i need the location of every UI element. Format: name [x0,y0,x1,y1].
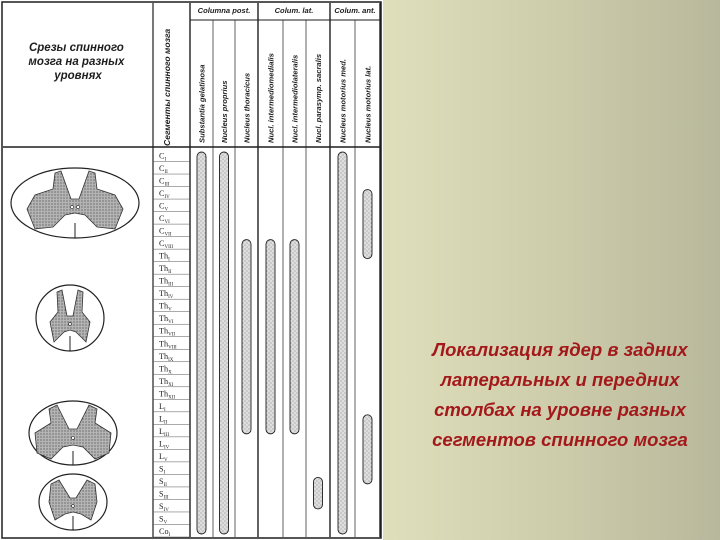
segment-subscript: XI [168,382,174,388]
segment-subscript: V [163,520,168,526]
segment-base: L [159,451,165,461]
nucleus-bar [314,477,323,509]
segment-subscript: XII [168,395,176,401]
segment-subscript: I [168,257,170,263]
nucleus-bar [363,190,372,259]
segment-base: C [159,201,165,211]
segment-subscript: IV [168,295,174,301]
segment-subscript: IV [164,445,170,451]
segment-base: Th [159,264,169,274]
segment-subscript: V [168,307,172,313]
nucleus-bar [220,152,229,534]
segment-subscript: I [163,470,166,476]
segment-subscript: VII [164,232,172,238]
central-canal [76,205,79,208]
title-line: Срезы спинного [28,42,124,54]
cross-section-cervical [11,168,139,238]
segment-subscript: IV [164,195,170,201]
segment-base: Th [159,351,169,361]
caption-line: латеральных и передних [440,369,680,390]
segment-subscript: I [164,407,166,413]
segment-subscript: I [168,533,171,538]
nucleus-bar [338,152,347,534]
segment-base: Th [159,301,169,311]
cross-section-thoracic [36,285,104,351]
column-label: Nucleus motorius med. [338,59,348,143]
central-canal [72,505,75,508]
column-label: Nucl. intermediomedialis [266,53,276,143]
column-group-labels [198,6,376,15]
segment-subscript: VI [164,220,170,226]
segment-base: Th [159,314,169,324]
nucleus-bar [363,415,372,484]
segment-base: C [159,176,165,186]
nucleus-bar [242,240,251,434]
segment-base: Th [159,326,169,336]
segment-base: S [159,514,164,524]
nucleus-bar [197,152,206,534]
segment-subscript: II [168,270,172,276]
segment-subscript: V [164,207,169,213]
nucleus-bar [266,240,275,434]
segment-subscript: III [164,182,170,188]
segment-base: Th [159,389,169,399]
segment-subscript: VIII [168,345,177,351]
segment-base: S [159,476,164,486]
column-label: Substantia gelatinosa [197,64,207,143]
cross-section-lumbar [29,401,117,465]
segment-subscript: X [168,370,172,376]
segment-subscript: V [164,457,168,463]
segment-base: C [159,239,165,249]
segment-base: S [159,489,164,499]
segment-base: Th [159,364,169,374]
segments-header: Сегменты спинного мозга [162,28,172,146]
caption-line: Локализация ядер в задних [432,339,688,360]
segment-base: Th [159,339,169,349]
segment-base: Th [159,251,169,261]
segment-subscript: VII [168,332,176,338]
segment-base: Co [159,527,169,536]
segment-subscript: IV [163,507,169,513]
central-canal [70,205,73,208]
segment-base: L [159,401,165,411]
caption [400,335,720,455]
column-label: Nucleus proprius [220,80,229,143]
nucleus-bar [290,240,299,434]
column-group-label: Columna post. [197,6,251,15]
caption-line: сегментов спинного мозга [432,429,688,450]
segment-subscript: I [164,157,167,163]
segment-base: Th [159,376,169,386]
segment-base: C [159,164,165,174]
central-canal [72,437,75,440]
segment-base: Th [159,276,169,286]
segment-subscript: III [164,432,170,438]
column-label: Nucl. intermediolateralis [290,54,300,143]
column-group-label: Colum. ant. [334,6,376,15]
segment-base: C [159,226,165,236]
segment-base: S [159,464,164,474]
segment-subscript: III [168,282,174,288]
title-line: уровнях [54,70,102,82]
column-label: Nucleus thoracicus [242,72,252,143]
segment-subscript: VIII [164,245,174,251]
segment-base: L [159,426,165,436]
segment-base: C [159,189,165,199]
caption-line: столбах на уровне разных [434,399,686,420]
segment-base: L [159,414,165,424]
column-label: Nucleus motorius lat. [363,65,373,143]
segment-subscript: II [163,482,167,488]
segment-subscript: III [163,495,169,501]
column-group-label: Colum. lat. [274,6,314,15]
segment-base: C [159,151,165,161]
segment-base: L [159,439,165,449]
segment-subscript: II [164,170,168,176]
cross-section-sacral [39,474,107,530]
segment-subscript: IX [168,357,174,363]
segment-subscript: VI [168,320,174,326]
title-line: мозга на разных [28,56,125,68]
column-label: Nucl. parasymp. sacralis [314,53,323,143]
segment-base: C [159,214,165,224]
segment-base: Th [159,289,169,299]
central-canal [69,323,72,326]
segment-base: S [159,501,164,511]
segment-subscript: II [164,420,168,426]
